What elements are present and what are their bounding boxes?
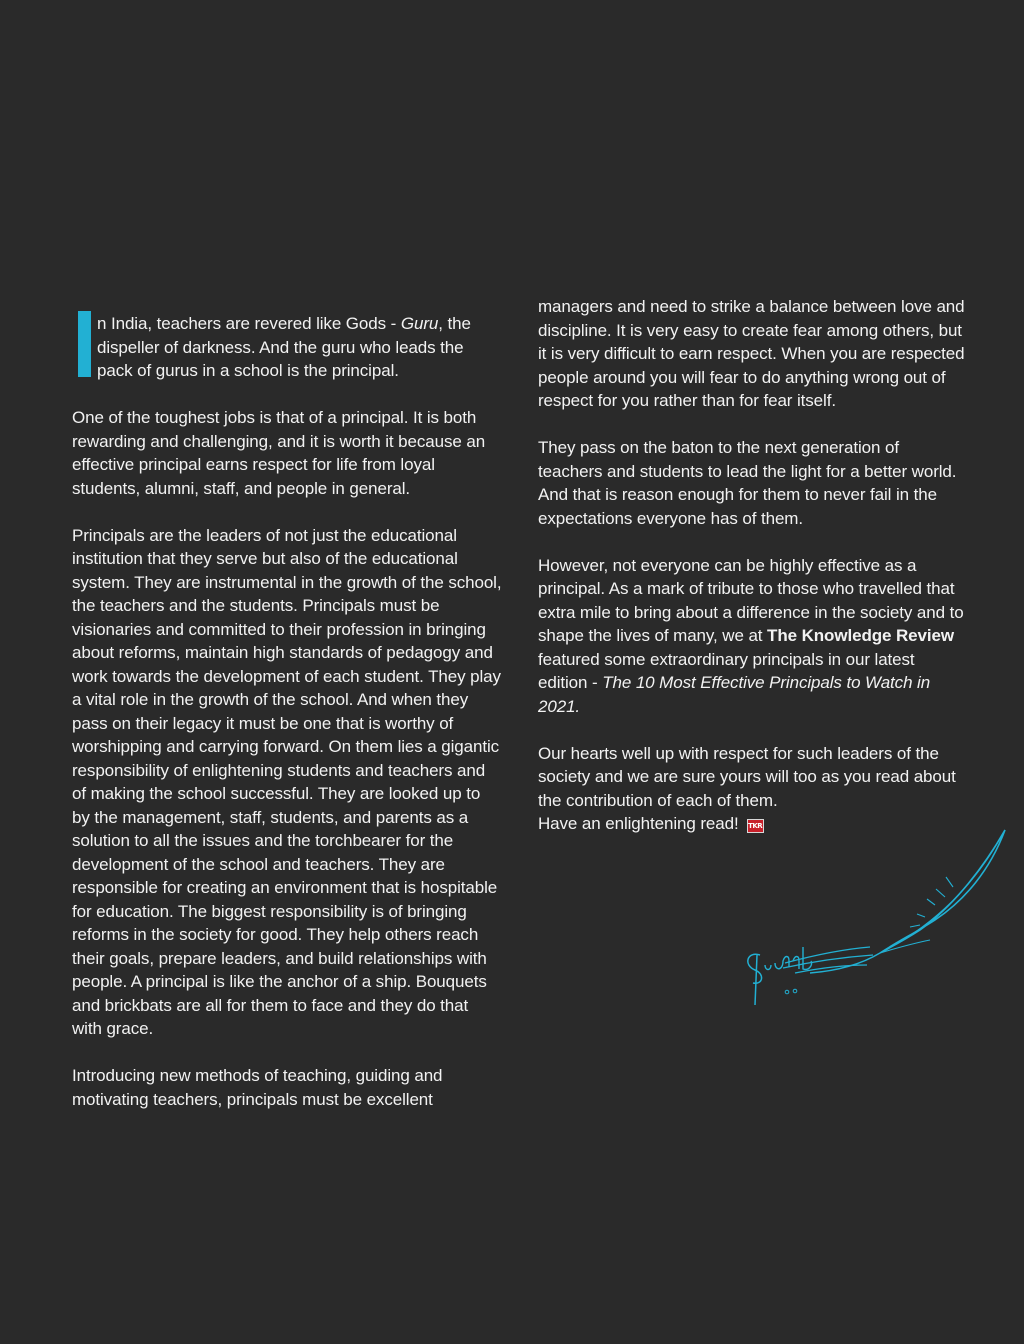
tkr-logo-icon: TKR — [747, 819, 764, 833]
drop-cap — [78, 311, 91, 377]
brand-name: The Knowledge Review — [767, 626, 954, 645]
signature-feather-icon — [735, 825, 1020, 1010]
right-paragraph-4 — [538, 742, 966, 836]
intro-paragraph — [72, 312, 502, 383]
left-paragraph-3: Principals are the leaders of not just the educational institution that they serve but also of the educational system. They are instrumental in the growth of the school, the teachers and the students. Principals must be visionaries and committed to their profession in bringing about reforms, maintain high standards of pedagogy and work towards the development of each student. They play a vital role in the growth of the school. And when they pass on their legacy it must be one that is worthy of worshipping and carrying forward. On them lies a gigantic responsibility of enlightening students and teachers and of making the school successful. They are looked up to by the management, staff, students, and parents as a solution to all the issues and the torchbearer for the development of the school and teachers. They are responsible for creating an environment that is hospitable for education. The biggest responsibility is of bringing reforms in the society for good. They help others reach their goals, prepare leaders, and build relationships with people. A principal is like the anchor of a ship. Bouquets and brickbats are all for them to face and they do that with grace. — [72, 525, 502, 1038]
right-paragraph-1: managers and need to strike a balance between love and discipline. It is very easy to create fear among others, but it is very difficult to earn respect. When you are respected people around you will fear to do anything wrong out of respect for you rather than for fear itself. — [538, 297, 965, 410]
right-paragraph-2: They pass on the baton to the next generation of teachers and students to lead the light for a better world. And that is reason enough for them to never fail in the expectations everyone has of them. — [538, 438, 957, 528]
left-column — [72, 295, 502, 1111]
intro-text-2: , the dispeller of darkness. And the guru who leads the pack of gurus in a school is the principal. — [97, 314, 471, 380]
closing-line: Have an enlightening read! — [538, 814, 739, 833]
left-paragraph-2: One of the toughest jobs is that of a principal. It is both rewarding and challenging, and it is worth it because an effective principal earns respect for life from loyal students, alumni, staff, and people in general. — [72, 408, 486, 498]
left-paragraph-4: Introducing new methods of teaching, guiding and motivating teachers, principals must be excellent — [72, 1066, 443, 1109]
right-paragraph-3-text-b: featured some extraordinary principals in our latest edition - — [538, 649, 915, 692]
right-column — [538, 295, 966, 836]
right-paragraph-3 — [538, 554, 966, 719]
edition-title: The 10 Most Effective Principals to Watch in 2021. — [538, 673, 931, 716]
intro-guru: Guru — [400, 314, 439, 333]
right-paragraph-3-text-a: However, not everyone can be highly effective as a principal. As a mark of tribute to those who travelled that extra mile to bring about a difference in the society and to shape the lives of many, we at — [538, 555, 964, 645]
intro-text-1: n India, teachers are revered like Gods - — [97, 314, 401, 333]
right-paragraph-4-text: Our hearts well up with respect for such leaders of the society and we are sure yours will too as you read about the contribution of each of them. — [538, 743, 956, 810]
